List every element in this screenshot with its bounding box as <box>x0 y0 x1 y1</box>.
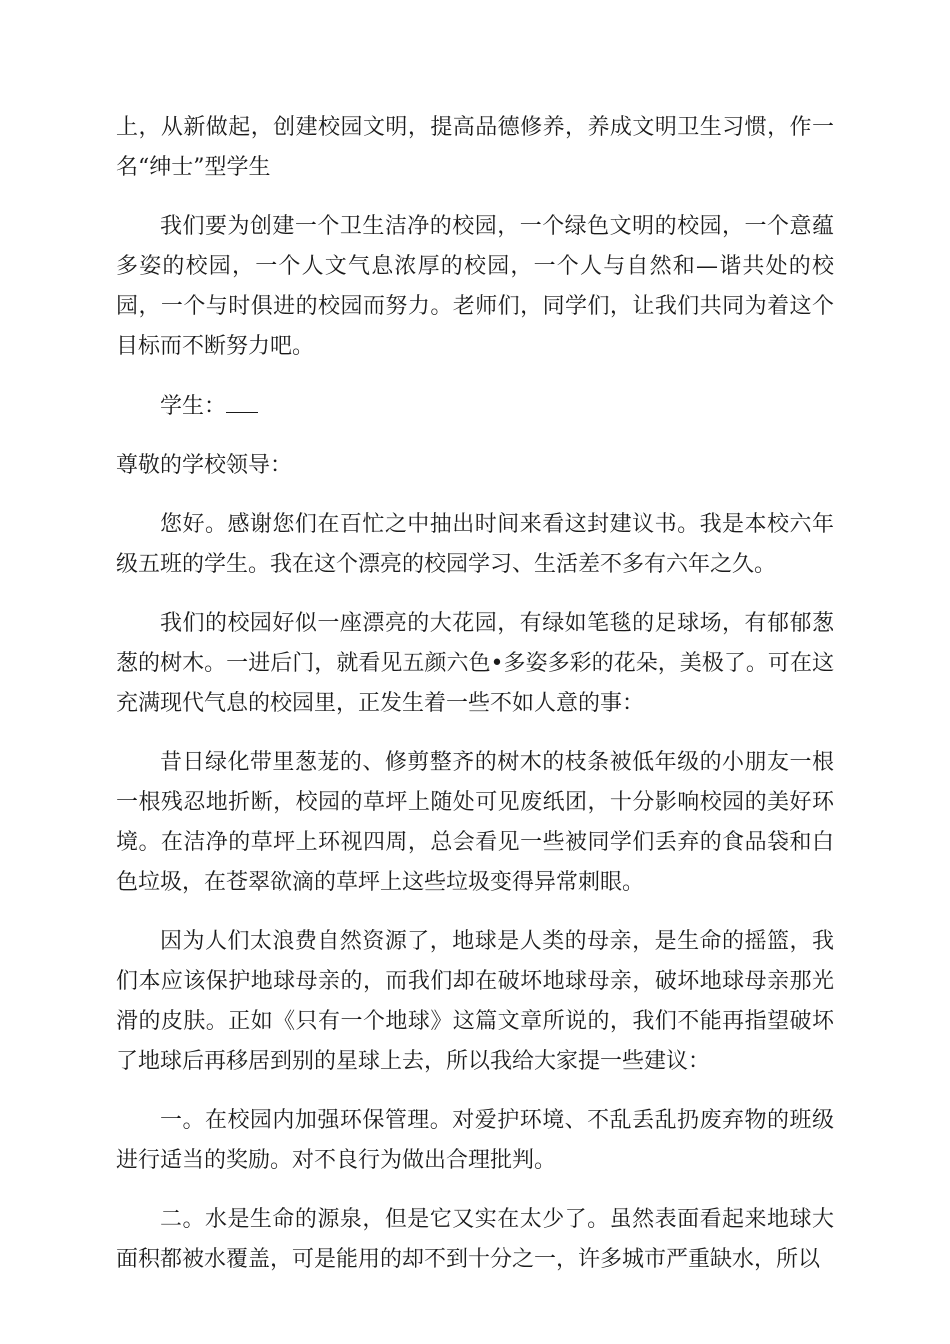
body-paragraph: 二。水是生命的源泉，但是它又实在太少了。虽然表面看起来地球大面积都被水覆盖，可是能用的却不到十分之一，许多城市严重缺水，所以 <box>116 1207 834 1272</box>
paragraph-closing-appeal: 我们要为创建一个卫生洁净的校园，一个绿色文明的校园，一个意蕴多姿的校园，一个人文气息浓厚的校园，一个人与自然和—谐共处的校园，一个与时俱进的校园而努力。老师们，同学们，让我们共同为着这个目标而不断努力吧。 <box>116 214 834 359</box>
salutation: 尊敬的学校领导： <box>116 453 293 478</box>
paragraph-continuation: 上，从新做起，创建校园文明，提高品德修养，养成文明卫生习惯，作一名“绅士”型学生 <box>116 115 834 180</box>
body-paragraph: 因为人们太浪费自然资源了，地球是人类的母亲，是生命的摇篮，我们本应该保护地球母亲的，而我们却在破坏地球母亲，破坏地球母亲那光滑的皮肤。正如《只有一个地球》这篇文章所说的，我们不能再指望破坏了地球后再移居到别的星球上去，所以我给大家提一些建议： <box>116 929 834 1074</box>
signature-label: 学生： <box>160 394 227 419</box>
body-paragraph: 昔日绿化带里葱茏的、修剪整齐的树木的枝条被低年级的小朋友一根一根残忍地折断，校园的草坪上随处可见废纸团，十分影响校园的美好环境。在洁净的草坪上环视四周，总会看见一些被同学们丢弃的食品袋和白色垃圾，在苍翠欲滴的草坪上这些垃圾变得异常刺眼。 <box>116 750 834 895</box>
body-paragraph: 一。在校园内加强环保管理。对爱护环境、不乱丢乱扔废弃物的班级进行适当的奖励。对不良行为做出合理批判。 <box>116 1108 834 1173</box>
document-page <box>116 108 834 1299</box>
body-paragraph: 我们的校园好似一座漂亮的大花园，有绿如笔毯的足球场，有郁郁葱葱的树木。一进后门，就看见五颜六色•多姿多彩的花朵，美极了。可在这充满现代气息的校园里，正发生着一些不如人意的事： <box>116 611 834 716</box>
signature-blank <box>226 386 258 413</box>
body-paragraph: 您好。感谢您们在百忙之中抽出时间来看这封建议书。我是本校六年级五班的学生。我在这个漂亮的校园学习、生活差不多有六年之久。 <box>116 512 834 577</box>
signature-line <box>116 386 834 427</box>
